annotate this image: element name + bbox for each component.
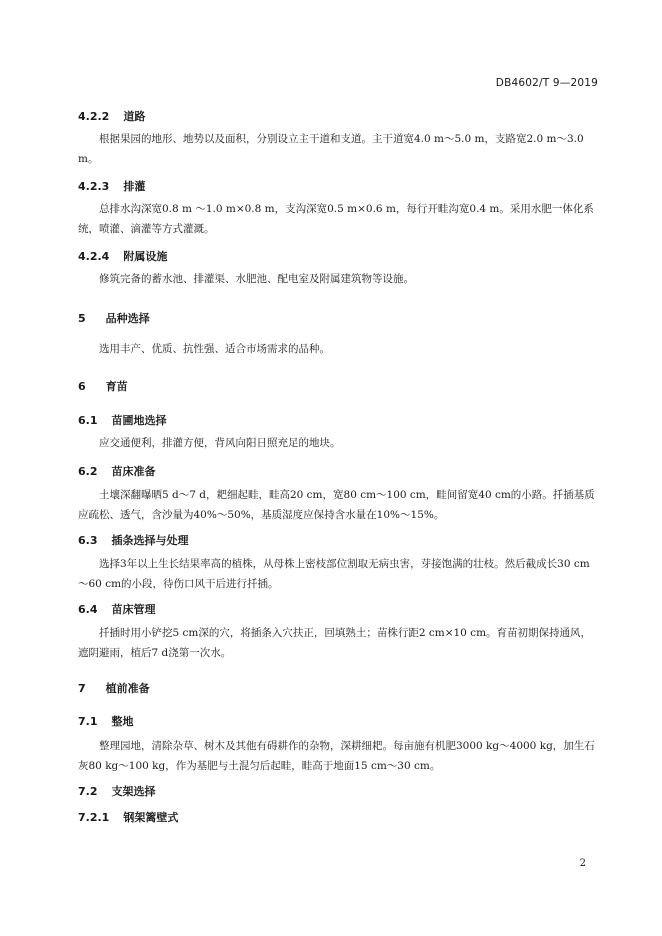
heading-number: 4.2.4 bbox=[78, 250, 110, 263]
heading-7-2 bbox=[78, 783, 156, 799]
heading-title: 道路 bbox=[123, 110, 146, 123]
heading-number: 4.2.3 bbox=[78, 180, 110, 193]
page-number: 2 bbox=[579, 858, 586, 869]
paragraph-seedbed: 土壤深翻曝晒5 d～7 d，耙细起畦，畦高20 cm，宽80 cm～100 cm，畦间留宽40 cm的小路。扦插基质应疏松、透气，含沙量为40%～50%，基质湿度应保持含水量在10%～15%。 bbox=[78, 489, 595, 521]
heading-number: 7.2.1 bbox=[78, 811, 110, 824]
heading-title: 品种选择 bbox=[105, 312, 150, 325]
heading-number: 6.4 bbox=[78, 603, 98, 616]
heading-6-4 bbox=[78, 601, 156, 617]
heading-title: 育苗 bbox=[105, 380, 128, 393]
heading-title: 插条选择与处理 bbox=[111, 534, 189, 547]
heading-number: 4.2.2 bbox=[78, 110, 110, 123]
heading-6-2 bbox=[78, 463, 156, 479]
paragraph-roads: 根据果园的地形、地势以及面积，分别设立主干道和支道。主干道宽4.0 m～5.0 m，支路宽2.0 m～3.0 m。 bbox=[78, 133, 584, 165]
heading-7 bbox=[78, 680, 150, 696]
heading-number: 7.2 bbox=[78, 785, 98, 798]
heading-title: 苗圃地选择 bbox=[111, 414, 167, 427]
heading-title: 苗床准备 bbox=[111, 465, 156, 478]
heading-7-2-1 bbox=[78, 809, 178, 825]
heading-number: 6.1 bbox=[78, 414, 98, 427]
paragraph-land-prep: 整理园地，清除杂草、树木及其他有碍耕作的杂物，深耕细耙。每亩施有机肥3000 kg～4000 kg，加生石灰80 kg～100 kg，作为基肥与土混匀后起畦，畦高于地面15 cm～30 cm。 bbox=[78, 740, 595, 772]
heading-6-1 bbox=[78, 412, 167, 428]
heading-4-2-4 bbox=[78, 248, 167, 264]
heading-title: 排灌 bbox=[123, 180, 146, 193]
paragraph-nursery-site: 应交通便利，排灌方便，背风向阳日照充足的地块。 bbox=[99, 437, 341, 449]
paragraph-variety: 选用丰产、优质、抗性强、适合市场需求的品种。 bbox=[99, 343, 330, 355]
heading-6-3 bbox=[78, 532, 189, 548]
paragraph-cuttings: 选择3年以上生长结果率高的植株，从母株上密枝部位割取无病虫害，芽接饱满的壮枝。然后截成长30 cm～60 cm的小段，待伤口风干后进行扦插。 bbox=[78, 558, 590, 590]
heading-title: 苗床管理 bbox=[111, 603, 156, 616]
heading-number: 6.2 bbox=[78, 465, 98, 478]
paragraph-seedbed-management: 扦插时用小铲挖5 cm深的穴，将插条入穴扶正，回填熟土；苗株行距2 cm×10 cm。育苗初期保持通风，遮阴避雨，植后7 d浇第一次水。 bbox=[78, 627, 592, 659]
paragraph-facilities: 修筑完备的蓄水池、排灌渠、水肥池、配电室及附属建筑物等设施。 bbox=[99, 273, 414, 285]
heading-title: 植前准备 bbox=[105, 682, 150, 695]
heading-number: 7 bbox=[78, 682, 86, 695]
heading-7-1 bbox=[78, 713, 134, 729]
heading-number: 5 bbox=[78, 312, 86, 325]
heading-title: 钢架篱壁式 bbox=[123, 811, 179, 824]
heading-5 bbox=[78, 310, 150, 326]
heading-number: 6.3 bbox=[78, 534, 98, 547]
heading-title: 整地 bbox=[111, 715, 134, 728]
heading-title: 支架选择 bbox=[111, 785, 156, 798]
document-id: DB4602/T 9—2019 bbox=[495, 77, 598, 89]
heading-number: 6 bbox=[78, 380, 86, 393]
heading-number: 7.1 bbox=[78, 715, 98, 728]
heading-4-2-2 bbox=[78, 108, 145, 124]
heading-4-2-3 bbox=[78, 178, 145, 194]
heading-6 bbox=[78, 378, 128, 394]
heading-title: 附属设施 bbox=[123, 250, 168, 263]
paragraph-irrigation: 总排水沟深宽0.8 m ～1.0 m×0.8 m，支沟深宽0.5 m×0.6 m，每行开畦沟宽0.4 m。采用水肥一体化系统，喷灌、滴灌等方式灌溉。 bbox=[78, 203, 594, 235]
